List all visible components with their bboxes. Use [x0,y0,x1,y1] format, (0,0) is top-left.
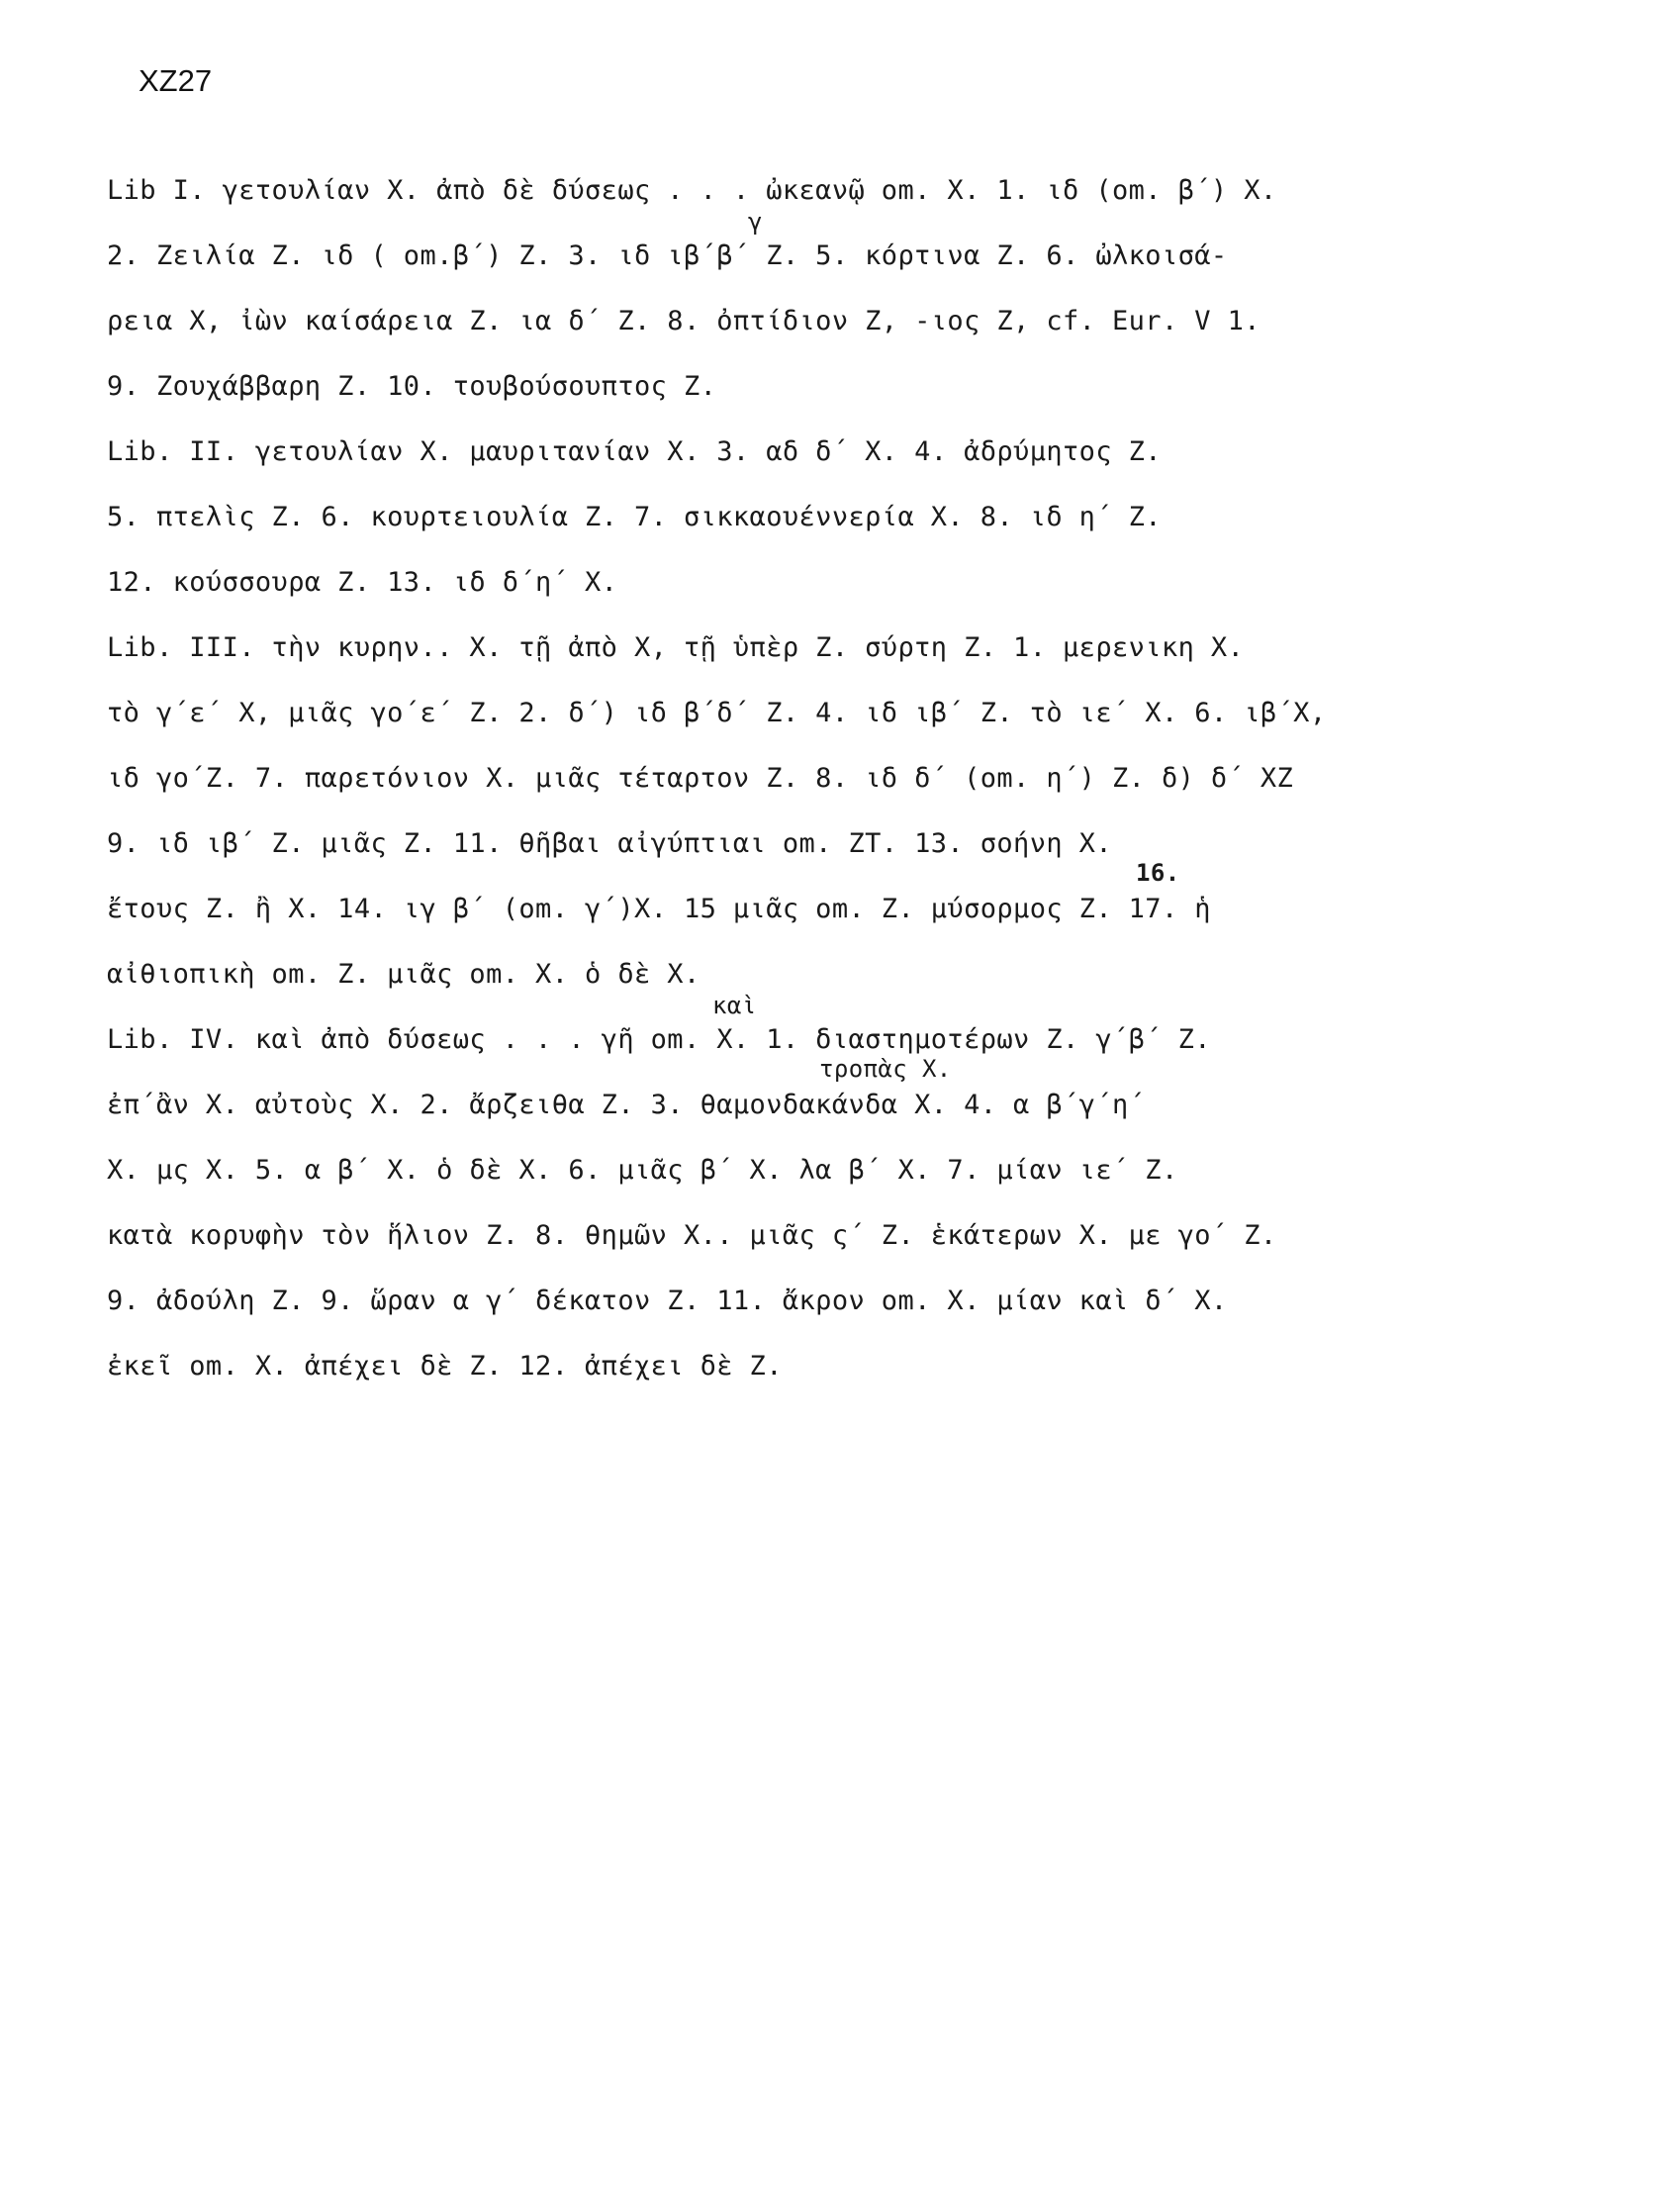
interlinear-insertion: γ [748,208,763,236]
text-line-content: Lib. IV. καὶ ἀπὸ δύσεως . . . γῆ om. X. 1. διαστημοτέρων Z. γ΄β΄ Z. [107,1024,1211,1055]
text-line [107,208,1650,289]
text-line: X. μς X. 5. α β΄ X. ὁ δὲ X. 6. μιᾶς β΄ X. λα β΄ X. 7. μίαν ιε΄ Z. [107,1155,1178,1186]
text-line: Lib I. γετουλίαν X. ἀπὸ δὲ δύσεως . . . ὠκεανῷ om. X. 1. ιδ (om. β΄) X. [107,175,1277,206]
interlinear-insertion: καὶ [712,992,757,1019]
text-line: 9. ιδ ιβ΄ Z. μιᾶς Z. 11. θῆβαι αἰγύπτιαι om. ZT. 13. σοήνη X. [107,828,1112,859]
text-line: 12. κούσσουρα Z. 13. ιδ δ΄η΄ X. [107,567,618,598]
text-line: αἰθιοπικὴ om. Z. μιᾶς om. X. ὁ δὲ X. [107,959,700,990]
text-line-content: 2. Ζειλία Z. ιδ ( om.β΄) Z. 3. ιδ ιβ΄β΄ Z. 5. κόρτινα Z. 6. ὠλκοισά- [107,240,1228,271]
text-line: Lib. III. τὴν κυρην.. X. τῇ ἀπὸ X, τῇ ὑπὲρ Z. σύρτη Z. 1. μερενικη X. [107,632,1245,663]
interlinear-insertion: τροπὰς X. [819,1055,952,1083]
text-line: ρεια X, ἰὼν καίσάρεια Z. ια δ΄ Z. 8. ὀπτίδιον Z, -ιος Z, cf. Eur. V 1. [107,306,1260,336]
collation-notes [107,158,1650,1399]
text-line: κατὰ κορυφὴν τὸν ἥλιον Z. 8. θημῶν X.. μιᾶς ς΄ Z. ἑκάτερων X. με γο΄ Z. [107,1220,1277,1251]
page-identifier: XZ27 [139,63,213,98]
interlinear-insertion: 16. [1136,859,1180,887]
text-line-content: ἐπ΄ἂν X. αὐτοὺς X. 2. ἄρζειθα Z. 3. θαμονδακάνδα X. 4. α β΄γ΄η΄ [107,1090,1146,1120]
text-line: 5. πτελὶς Z. 6. κουρτειουλία Z. 7. σικκαουέννερία X. 8. ιδ η΄ Z. [107,502,1162,532]
text-line-content: ἔτους Z. ἢ X. 14. ιγ β΄ (om. γ΄)X. 15 μιᾶς om. Z. μύσορμος Z. 17. ἡ [107,894,1211,924]
text-line: Lib. II. γετουλίαν X. μαυριτανίαν X. 3. αδ δ΄ X. 4. ἀδρύμητος Z. [107,436,1162,467]
text-line [107,859,1650,942]
text-line [107,1055,1650,1138]
text-line: τὸ γ΄ε΄ X, μιᾶς γο΄ε΄ Z. 2. δ΄) ιδ β΄δ΄ Z. 4. ιδ ιβ΄ Z. τὸ ιε΄ X. 6. ιβ΄X, [107,698,1327,728]
text-line: ἐκεῖ om. X. ἀπέχει δὲ Z. 12. ἀπέχει δὲ Z. [107,1351,783,1382]
text-line: ιδ γο΄Z. 7. παρετόνιον X. μιᾶς τέταρτον Z. 8. ιδ δ΄ (om. η΄) Z. δ) δ΄ XZ [107,763,1294,794]
text-line: 9. ἀδούλη Z. 9. ὥραν α γ΄ δέκατον Z. 11. ἄκρον om. X. μίαν καὶ δ΄ X. [107,1286,1228,1316]
text-line: 9. Ζουχάββαρη Z. 10. τουβούσουπτος Z. [107,371,717,402]
